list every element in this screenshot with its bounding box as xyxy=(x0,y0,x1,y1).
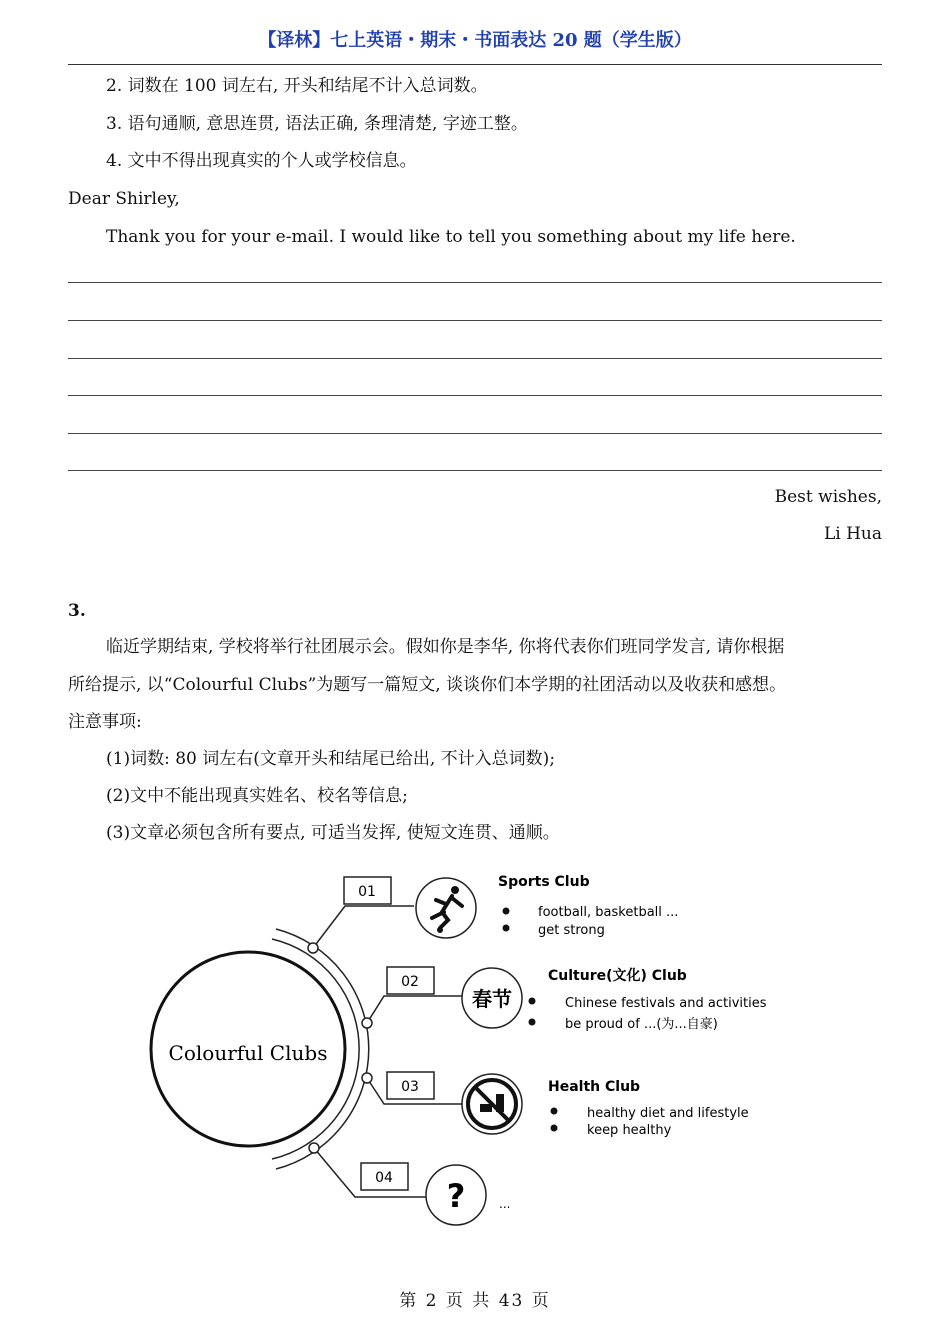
note-3: (3)文章必须包含所有要点, 可适当发挥, 使短文连贯、通顺。 xyxy=(106,823,560,843)
club-4-number: 04 xyxy=(375,1170,393,1186)
question-mark-icon xyxy=(426,1165,486,1225)
spring-festival-icon xyxy=(462,968,522,1028)
notes-title: 注意事项: xyxy=(68,712,142,732)
soccer-player-icon xyxy=(416,878,476,938)
letter-closing: Best wishes, xyxy=(774,487,882,507)
letter-opening: Thank you for your e-mail. I would like to tell you something about my life here. xyxy=(106,227,796,247)
club-1-number: 01 xyxy=(358,884,376,900)
note-2: (2)文中不能出现真实姓名、校名等信息; xyxy=(106,786,408,806)
page-header-title: 【译林】七上英语・期末・书面表达 20 题（学生版） xyxy=(258,30,692,51)
club-3-number: 03 xyxy=(401,1079,419,1095)
club-4-point-1: ... xyxy=(499,1197,511,1211)
club-1-point-1: football, basketball ... xyxy=(538,905,679,920)
club-3-point-2: keep healthy xyxy=(587,1123,672,1138)
club-2-number: 02 xyxy=(401,974,419,990)
svg-text:春节: 春节 xyxy=(472,987,512,1011)
letter-signature: Li Hua xyxy=(823,524,882,544)
question-number: 3. xyxy=(68,601,86,621)
club-1-title: Sports Club xyxy=(498,874,590,890)
note-1: (1)词数: 80 词左右(文章开头和结尾已给出, 不计入总词数); xyxy=(106,749,556,769)
requirement-3: 3. 语句通顺, 意思连贯, 语法正确, 条理清楚, 字迹工整。 xyxy=(106,114,528,134)
club-2-title: Culture(文化) Club xyxy=(548,968,687,984)
svg-text:?: ? xyxy=(446,1177,466,1215)
club-2-point-1: Chinese festivals and activities xyxy=(565,996,767,1011)
center-title: Colourful Clubs xyxy=(168,1041,328,1065)
club-2-point-2: be proud of ...(为...自豪) xyxy=(565,1017,718,1032)
letter-greeting: Dear Shirley, xyxy=(68,189,180,209)
requirement-4: 4. 文中不得出现真实的个人或学校信息。 xyxy=(106,151,417,171)
page-footer: 第 2 页 共 43 页 xyxy=(399,1291,551,1311)
club-1-point-2: get strong xyxy=(538,923,605,938)
q3-intro-line1: 临近学期结束, 学校将举行社团展示会。假如你是李华, 你将代表你们班同学发言, 请你根据 xyxy=(106,637,785,657)
requirement-2: 2. 词数在 100 词左右, 开头和结尾不计入总词数。 xyxy=(106,76,488,96)
q3-intro-line2: 所给提示, 以“Colourful Clubs”为题写一篇短文, 谈谈你们本学期的社团活动以及收获和感想。 xyxy=(68,675,787,695)
no-junk-food-icon xyxy=(462,1074,522,1134)
club-3-title: Health Club xyxy=(548,1079,641,1095)
club-3-point-1: healthy diet and lifestyle xyxy=(587,1106,749,1121)
